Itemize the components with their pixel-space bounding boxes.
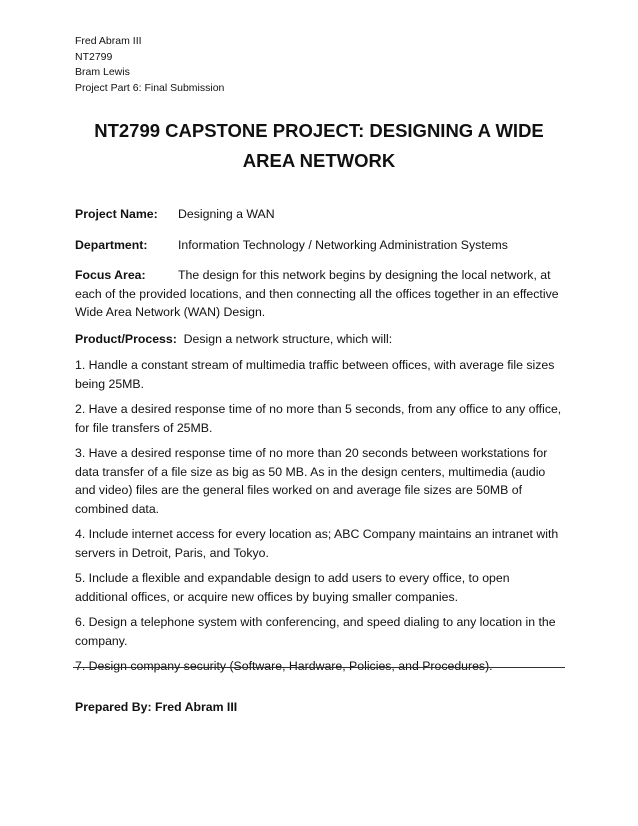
requirement-item: 2. Have a desired response time of no more than 5 seconds, from any office to any office, for file transfers of 25MB. [75, 402, 562, 435]
course-code: NT2799 [75, 50, 113, 63]
product-process-label: Product/Process: [75, 331, 177, 346]
department-label: Department: [75, 237, 148, 252]
department-value: Information Technology / Networking Administration Systems [178, 237, 508, 252]
product-process-row [75, 330, 565, 349]
requirements-list [75, 356, 565, 676]
instructor-name: Bram Lewis [75, 66, 130, 78]
requirement-item: 1. Handle a constant stream of multimedia traffic between offices, with average file sizes being 25MB. [75, 358, 555, 391]
requirement-item: 5. Include a flexible and expandable design to add users to every office, to open additional offices, or acquire new offices by buying smaller companies. [75, 571, 510, 604]
project-name-row [75, 205, 565, 224]
title-line-1: NT2799 CAPSTONE PROJECT: DESIGNING A WIDE [94, 120, 544, 141]
focus-area-label: Focus Area: [75, 268, 146, 282]
prepared-by: Prepared By: Fred Abram III [75, 700, 238, 714]
focus-area-paragraph [75, 266, 565, 322]
author-name: Fred Abram III [75, 35, 142, 47]
document-header [75, 34, 224, 96]
requirement-item: 6. Design a telephone system with conferencing, and speed dialing to any location in the company. [75, 615, 556, 648]
requirement-item: 4. Include internet access for every location as; ABC Company maintains an intranet with servers in Detroit, Paris, and Tokyo. [75, 527, 559, 560]
focus-area-value: The design for this network begins by designing the local network, at each of the provided locations, and then connecting all the offices together in an effective Wide Area Network (WAN) Design. [75, 268, 559, 319]
page-title [70, 116, 568, 176]
project-name-value: Designing a WAN [178, 207, 275, 221]
project-name-label: Project Name: [75, 207, 158, 221]
requirement-item: 3. Have a desired response time of no more than 20 seconds between workstations for data transfer of a file size as big as 50 MB. As in the design centers, multimedia (audio and video) files are the general files worked on and average file sizes are 50MB of combined data. [75, 446, 548, 516]
assignment-name: Project Part 6: Final Submission [75, 81, 225, 94]
requirement-item: 7. Design company security (Software, Hardware, Policies, and Procedures). [75, 659, 493, 673]
product-process-value: Design a network structure, which will: [183, 331, 393, 346]
document-body [75, 205, 565, 683]
title-line-2: AREA NETWORK [242, 150, 396, 171]
department-row [75, 236, 565, 255]
horizontal-divider [73, 667, 565, 668]
